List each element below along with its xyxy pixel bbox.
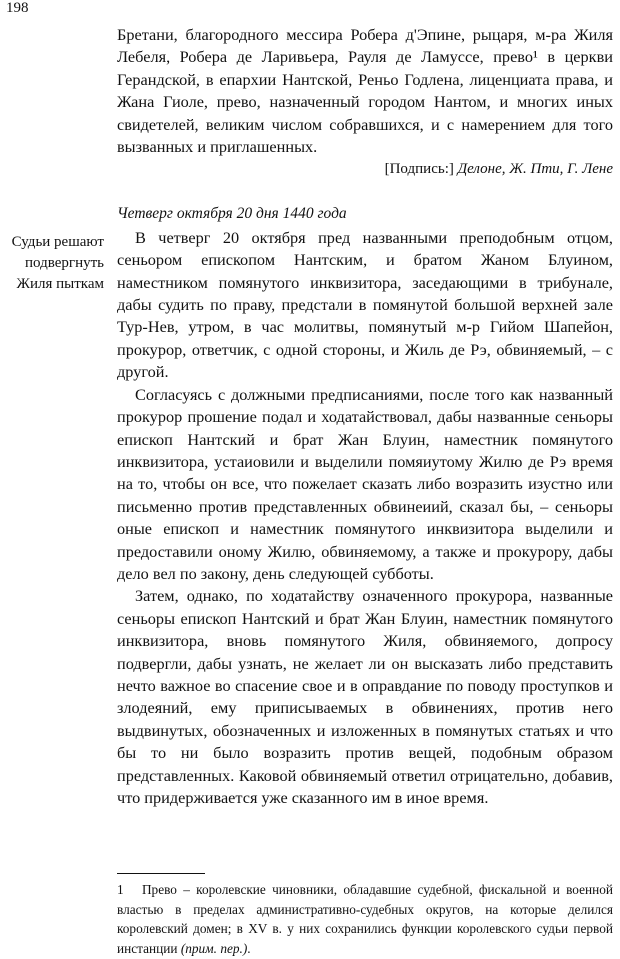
footnote-mark: 1 bbox=[117, 882, 124, 897]
footnote-note: (прим. пер.) bbox=[180, 940, 248, 956]
paragraph: В четверг 20 октября пред названными преподобным отцом, сеньором епископом Нантским, и братом Жаном Блуином, наместником помянутого инквизитора, заседающими в трибунале, дабы судить по праву, предстали в помянутой большой верхней зале Тур-Нев, утром, в час молитвы, помянутый м-р Гийом Шапейон, прокурор, ответчик, с одной стороны, и Жиль де Рэ, обвиняемый, – с другой. bbox=[117, 227, 613, 382]
margin-note: Судьи решают подвергнуть Жиля пыткам bbox=[11, 234, 104, 292]
footnote-end: . bbox=[247, 940, 251, 956]
paragraph: Согласуясь с должными предписаниями, после того как названный прокурор прошение подал и ходатайствовал, дабы названные сеньоры епископ Нантский и брат Жан Блуин, наместник помянутого инквизитора, устаиовили и выделили помяиутому Жилю де Рэ время на то, чтобы он все, что пожелает сказать либо возразить изустно или письменно против представленных обвинеиий, сказал бы, – сеньоры оные епископ и наместник помянутого инквизитора выделили и предоставили оному Жилю, обвиняемому, а также и прокурору, дабы дело вел по закону, день следующей субботы. bbox=[117, 384, 613, 583]
signature-label: [Подпись:] bbox=[384, 161, 454, 178]
footnote-divider bbox=[117, 873, 205, 874]
footnote bbox=[117, 880, 613, 958]
footnote-text: Прево – королевские чиновники, обладавшие судебной, фискальной и военной властью в пределах административно-судебных округов, на которые делился королевский домен; в XV в. у них сохранились функции королевского судьи первой инстанции bbox=[117, 882, 613, 956]
page-number: 198 bbox=[6, 0, 29, 16]
signature-line bbox=[117, 159, 613, 179]
paragraph: Затем, однако, по ходатайству означенного прокурора, названные сеньоры епископ Нантский и брат Жан Блуин, наместник помянутого инквизитора, вновь помянутого Жиля, обвиняемого, допросу подвергли, дабы узнать, не желает ли он высказать либо представить нечто важное во спасение свое и в оправдание по поводу проступков и злодеяний, ему приписываемых в обвинениях, против него выдвинутых, обозначенных и изложенных в помянутых статьях и что бы то ни было возразить против вещей, подобным образом представленных. Каковой обвиняемый ответил отрицательно, добавив, что придерживается уже сказанного им в иное время. bbox=[117, 586, 613, 807]
signature-names: Делоне, Ж. Пти, Г. Лене bbox=[457, 161, 613, 178]
main-text bbox=[117, 24, 613, 809]
top-paragraph: Бретани, благородного мессира Робера д'Эпине, рыцаря, м-ра Жиля Лебеля, Робера де Ларивьера, Рауля де Ламуссе, прево¹ в церкви Герандской, в епархии Нантской, Реньо Годлена, лиценциата права, и Жана Гиоле, прево, назначенный городом Нантом, и многих иных свидетелей, великим числом собравшихся, и с намерением для того вызванных и приглашенных. bbox=[117, 25, 613, 157]
entry-heading: Четверг октября 20 дня 1440 года bbox=[117, 205, 347, 223]
